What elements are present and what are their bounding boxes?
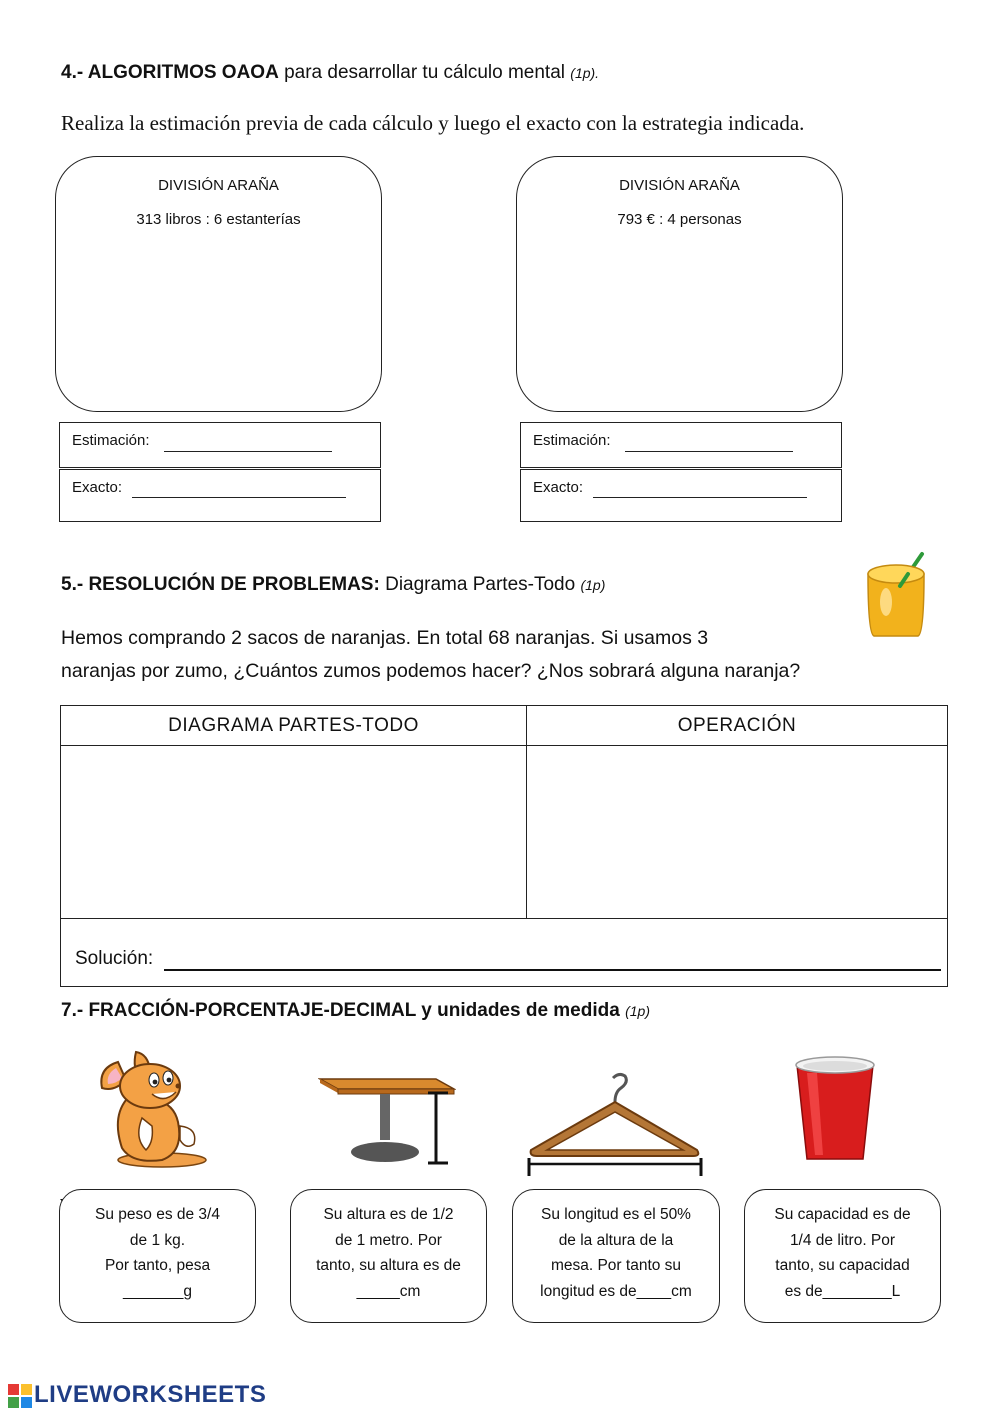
measure-card-weight — [59, 1189, 256, 1323]
calc-card-1 — [55, 156, 382, 412]
measure-weight-line-1: Su peso es de 3/4 — [95, 1206, 220, 1223]
calc-card-2-problem: 793 € : 4 personas — [617, 211, 742, 228]
problem-text — [61, 622, 800, 688]
measure-capacity-line-3: tanto, su capacidad — [775, 1257, 910, 1274]
exact-label-2: Exacto: — [533, 479, 584, 496]
estimation-blank-2[interactable] — [625, 451, 793, 452]
section-7-heading — [61, 1000, 650, 1022]
calc-card-2 — [516, 156, 843, 412]
solution-blank[interactable] — [164, 969, 941, 971]
rabbit-icon — [92, 1048, 212, 1170]
section-4-points: (1p). — [570, 65, 600, 81]
measure-capacity-line-2: 1/4 de litro. Por — [789, 1231, 896, 1249]
measure-capacity-answer[interactable]: es de________L — [784, 1282, 901, 1300]
measure-weight-line-3: Por tanto, pesa — [104, 1257, 211, 1274]
measure-height-line-3: tanto, su altura es de — [316, 1257, 461, 1274]
section-4-instruction: Realiza la estimación previa de cada cálculo y luego el exacto con la estrategia indicada. — [61, 111, 805, 135]
measure-card-height — [290, 1189, 487, 1323]
diagram-column-header: DIAGRAMA PARTES-TODO — [61, 706, 526, 746]
hanger-icon — [525, 1072, 705, 1178]
problem-line-1: Hemos comprando 2 sacos de naranjas. En total 68 naranjas. Si usamos 3 — [61, 627, 709, 649]
measure-length-line-1: Su longitud es el 50% — [541, 1206, 691, 1223]
liveworksheets-logo-icon — [8, 1384, 32, 1408]
section-4-title: 4.- ALGORITMOS OAOA — [61, 62, 279, 83]
exact-blank-2[interactable] — [593, 497, 807, 498]
table-icon — [318, 1075, 456, 1167]
measure-height-line-1: Su altura es de 1/2 — [323, 1206, 454, 1223]
measure-length-line-2: de la altura de la — [558, 1231, 674, 1249]
section-5-heading — [61, 574, 605, 596]
measure-length-line-3: mesa. Por tanto su — [550, 1257, 682, 1274]
exact-field-2[interactable] — [520, 469, 842, 522]
calc-card-1-title: DIVISIÓN ARAÑA — [158, 177, 279, 194]
liveworksheets-brand[interactable]: LIVEWORKSHEETS — [34, 1381, 267, 1408]
section-5-title: 5.- RESOLUCIÓN DE PROBLEMAS: — [61, 574, 380, 595]
measure-card-capacity — [744, 1189, 941, 1323]
measure-weight-line-2: de 1 kg. — [129, 1231, 186, 1249]
estimation-label-1: Estimación: — [72, 432, 150, 449]
problem-line-2: naranjas por zumo, ¿Cuántos zumos podemos hacer? ¿Nos sobrará alguna naranja? — [61, 660, 801, 682]
measure-height-line-2: de 1 metro. Por — [335, 1231, 442, 1249]
parts-whole-table — [60, 705, 948, 987]
juice-glass-icon — [862, 550, 932, 642]
calc-card-2-title: DIVISIÓN ARAÑA — [619, 177, 740, 194]
measure-height-answer[interactable]: _____cm — [356, 1282, 421, 1300]
section-4-title-rest: para desarrollar tu cálculo mental — [278, 62, 571, 83]
measure-card-length — [512, 1189, 720, 1323]
exact-blank-1[interactable] — [132, 497, 346, 498]
section-7-title: 7.- FRACCIÓN-PORCENTAJE-DECIMAL y unidades de medida — [61, 1000, 620, 1021]
exact-label-1: Exacto: — [72, 479, 123, 496]
measure-weight-answer[interactable]: _______g — [123, 1282, 192, 1300]
estimation-label-2: Estimación: — [533, 432, 611, 449]
estimation-blank-1[interactable] — [164, 451, 332, 452]
measure-length-answer[interactable]: longitud es de____cm — [540, 1282, 692, 1300]
measure-capacity-line-1: Su capacidad es de — [774, 1206, 911, 1223]
section-7-points: (1p) — [625, 1003, 650, 1019]
solution-label: Solución: — [75, 948, 154, 969]
calc-card-1-problem: 313 libros : 6 estanterías — [136, 211, 301, 228]
section-5-title-rest: Diagrama Partes-Todo — [379, 574, 581, 595]
solution-divider — [61, 918, 947, 919]
section-4-heading — [61, 62, 599, 84]
diagram-area[interactable] — [61, 746, 526, 918]
section-5-points: (1p) — [580, 577, 606, 593]
exact-field-1[interactable] — [59, 469, 381, 522]
operation-column-header: OPERACIÓN — [527, 706, 947, 746]
estimation-field-2[interactable] — [520, 422, 842, 468]
operation-area[interactable] — [527, 746, 947, 918]
estimation-field-1[interactable] — [59, 422, 381, 468]
cup-icon — [793, 1055, 877, 1163]
